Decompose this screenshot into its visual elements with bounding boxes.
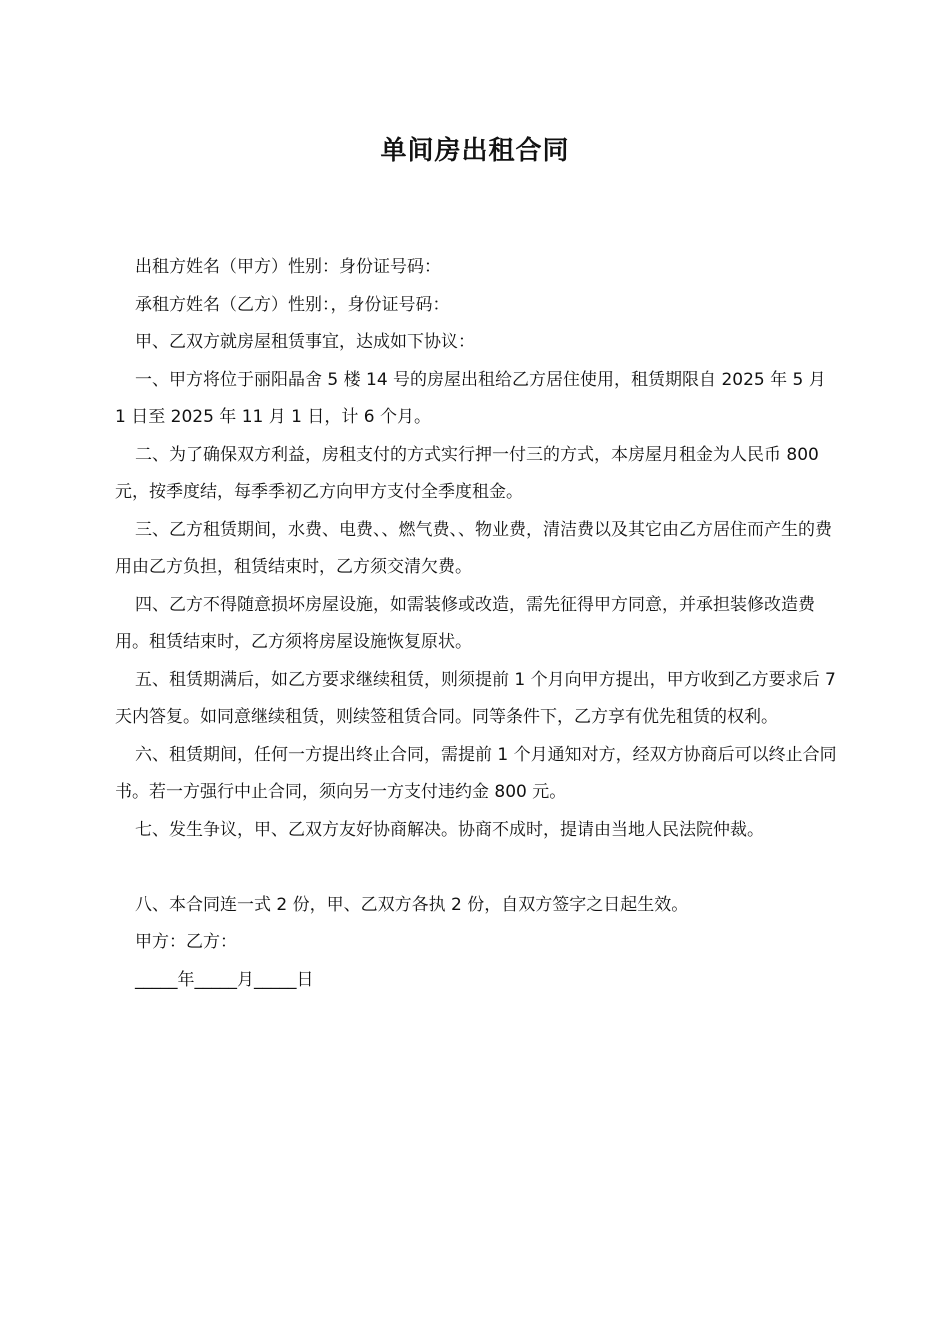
signature-line: 甲方：乙方：: [135, 932, 237, 952]
date-line: _____年_____月_____日: [135, 969, 314, 990]
lessor-info: 出租方姓名（甲方）性别：身份证号码：: [135, 257, 441, 277]
clause-8: 八、本合同连一式 2 份，甲、乙双方各执 2 份，自双方签字之日起生效。: [135, 894, 689, 915]
contract-body: [115, 249, 837, 999]
clause-1: 一、甲方将位于丽阳晶舍 5 楼 14 号的房屋出租给乙方居住使用，租赁期限自 2025 年 5 月 1 日至 2025 年 11 月 1 日，计 6 个月。: [115, 369, 826, 427]
clause-4: 四、乙方不得随意损坏房屋设施，如需装修或改造，需先征得甲方同意，并承担装修改造费用。租赁结束时，乙方须将房屋设施恢复原状。: [115, 594, 815, 652]
document-title: 单间房出租合同: [380, 136, 570, 166]
agreement-intro: 甲、乙双方就房屋租赁事宜，达成如下协议：: [135, 332, 475, 352]
clause-5: 五、租赁期满后，如乙方要求继续租赁，则须提前 1 个月向甲方提出，甲方收到乙方要求后 7 天内答复。如同意继续租赁，则续签租赁合同。同等条件下，乙方享有优先租赁的权利。: [115, 669, 836, 727]
paragraph-spacer: [115, 849, 837, 887]
clause-7: 七、发生争议，甲、乙双方友好协商解决。协商不成时，提请由当地人民法院仲裁。: [135, 819, 764, 840]
clause-2: 二、为了确保双方利益，房租支付的方式实行押一付三的方式，本房屋月租金为人民币 800 元，按季度结，每季季初乙方向甲方支付全季度租金。: [115, 444, 819, 502]
lessee-info: 承租方姓名（乙方）性别：，身份证号码：: [135, 294, 450, 315]
clause-3: 三、乙方租赁期间，水费、电费、、燃气费、、物业费，清洁费以及其它由乙方居住而产生的费用由乙方负担，租赁结束时，乙方须交清欠费。: [115, 519, 832, 577]
clause-6: 六、租赁期间，任何一方提出终止合同，需提前 1 个月通知对方，经双方协商后可以终止合同书。若一方强行中止合同，须向另一方支付违约金 800 元。: [115, 744, 837, 802]
